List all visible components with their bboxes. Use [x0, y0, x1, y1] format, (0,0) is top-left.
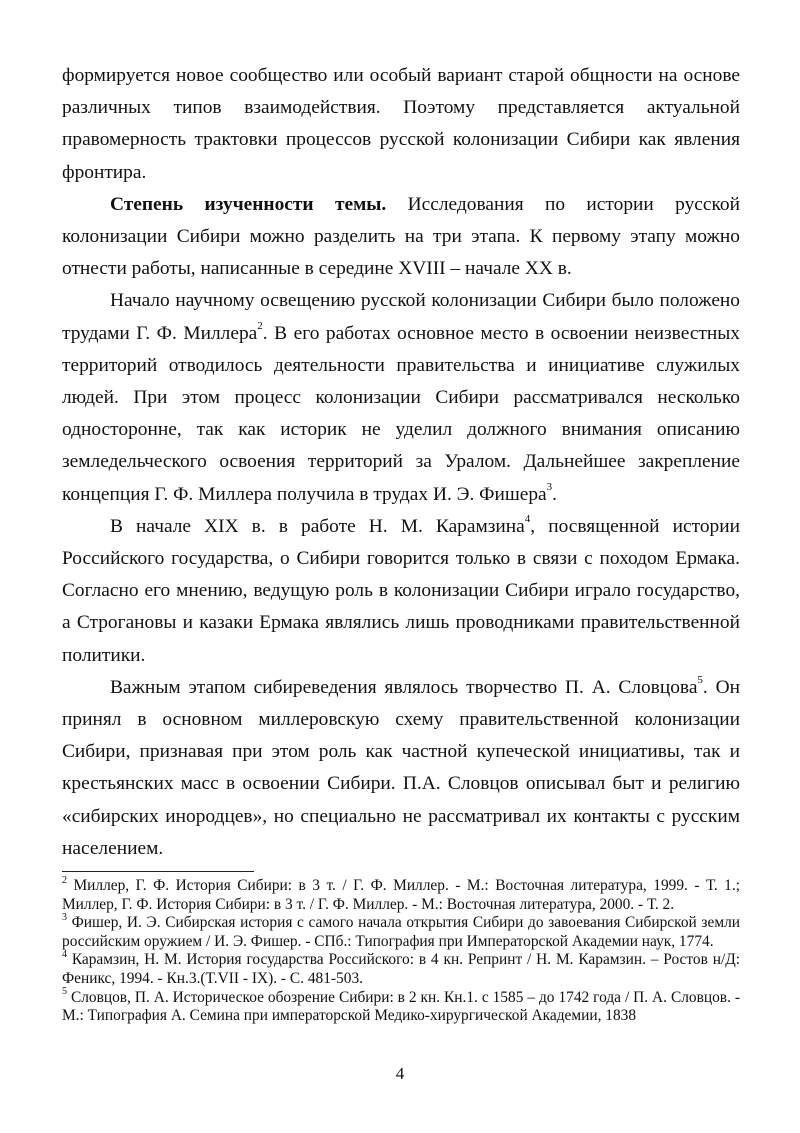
footnote-number: 3 [62, 912, 67, 924]
footnote-ref-3: 3 [546, 481, 553, 494]
footnote-3 [62, 914, 740, 951]
footnote-text: Словцов, П. А. Историческое обозрение Сибири: в 2 кн. Кн.1. с 1585 – до 1742 года / П. А. Словцов. - М.: Типография А. Семина при императорской Медико-хирургической Академии, 1838 [62, 988, 740, 1025]
footnote-number: 2 [62, 874, 67, 886]
paragraph-4 [62, 511, 740, 672]
footnote-number: 4 [62, 949, 67, 961]
paragraph-3 [62, 285, 740, 510]
paragraph-1 [62, 60, 740, 189]
paragraph-1-text: формируется новое сообщество или особый вариант старой общности на основе различных типов взаимодействия. Поэтому представляется актуальной правомерность трактовки процессов русской колонизации Сибири как явления фронтира. [62, 65, 740, 183]
section-heading: Степень изученности темы. [110, 193, 387, 215]
footnote-ref-5: 5 [697, 674, 703, 687]
footnote-divider [62, 871, 254, 872]
paragraph-3-text-a: Начало научному освещению русской колонизации Сибири было положено трудами Г. Ф. Миллера [62, 290, 740, 344]
footnote-ref-4: 4 [524, 513, 531, 526]
footnote-text: Миллер, Г. Ф. История Сибири: в 3 т. / Г. Ф. Миллер. - М.: Восточная литература, 1999. - Т. 1.; Миллер, Г. Ф. История Сибири: в 3 т. / Г. Ф. Миллер. - М.: Восточная литература, 2000. - Т. 2. [62, 877, 740, 913]
paragraph-3-text-c: . [552, 483, 558, 505]
paragraph-5-text-b: . Он принял в основном миллеровскую схему правительственной колонизации Сибири, признавая при этом роль как частной купеческой инициативы, так и крестьянских масс в освоении Сибири. П.А. Словцов описывал быт и религию «сибирских инородцев», но специально не рассматривал их контакты с русским населением. [62, 676, 740, 859]
main-text [62, 60, 740, 865]
paragraph-2-text: Исследования по истории русской колонизации Сибири можно разделить на три этапа. К первому этапу можно отнести работы, написанные в середине XVIII – начале XX в. [62, 193, 740, 280]
footnote-number: 5 [62, 986, 67, 998]
paragraph-4-text-b: , посвященной истории Российского государства, о Сибири говорится только в связи с походом Ермака. Согласно его мнению, ведущую роль в колонизации Сибири играло государство, а Строгановы и казаки Ермака являлись лишь проводниками правительственной политики. [62, 515, 740, 666]
paragraph-2 [62, 189, 740, 286]
footnote-ref-2: 2 [257, 320, 263, 333]
footnote-text: Карамзин, Н. М. История государства Российского: в 4 кн. Репринт / Н. М. Карамзин. – Ростов н/Д: Феникс, 1994. - Кн.3.(T.VII - IX). - С. 481-503. [62, 951, 740, 987]
paragraph-5-text-a: Важным этапом сибиреведения являлось творчество П. А. Словцова [110, 676, 698, 698]
footnote-4 [62, 951, 740, 988]
paragraph-4-text-a: В начале XIX в. в работе Н. М. Карамзина [110, 515, 525, 537]
footnote-text: Фишер, И. Э. Сибирская история с самого начала открытия Сибири до завоевания Сибирской земли российским оружием / И. Э. Фишер. - СПб.: Типография при Императорской Академии наук, 1774. [62, 914, 740, 950]
footnote-5 [62, 986, 740, 1026]
paragraph-5 [62, 672, 740, 865]
footnote-2 [62, 874, 740, 914]
page-number: 4 [395, 1064, 405, 1083]
paragraph-3-text-b: . В его работах основное место в освоении неизвестных территорий отводилось деятельности правительства и инициативе служилых людей. При этом процесс колонизации Сибири рассматривался несколько односторонне, так как историк не уделил должного внимания описанию земледельческого освоения территорий за Уралом. Дальнейшее закрепление концепция Г. Ф. Миллера получила в трудах И. Э. Фишера [62, 322, 740, 505]
footnotes [62, 874, 740, 1026]
